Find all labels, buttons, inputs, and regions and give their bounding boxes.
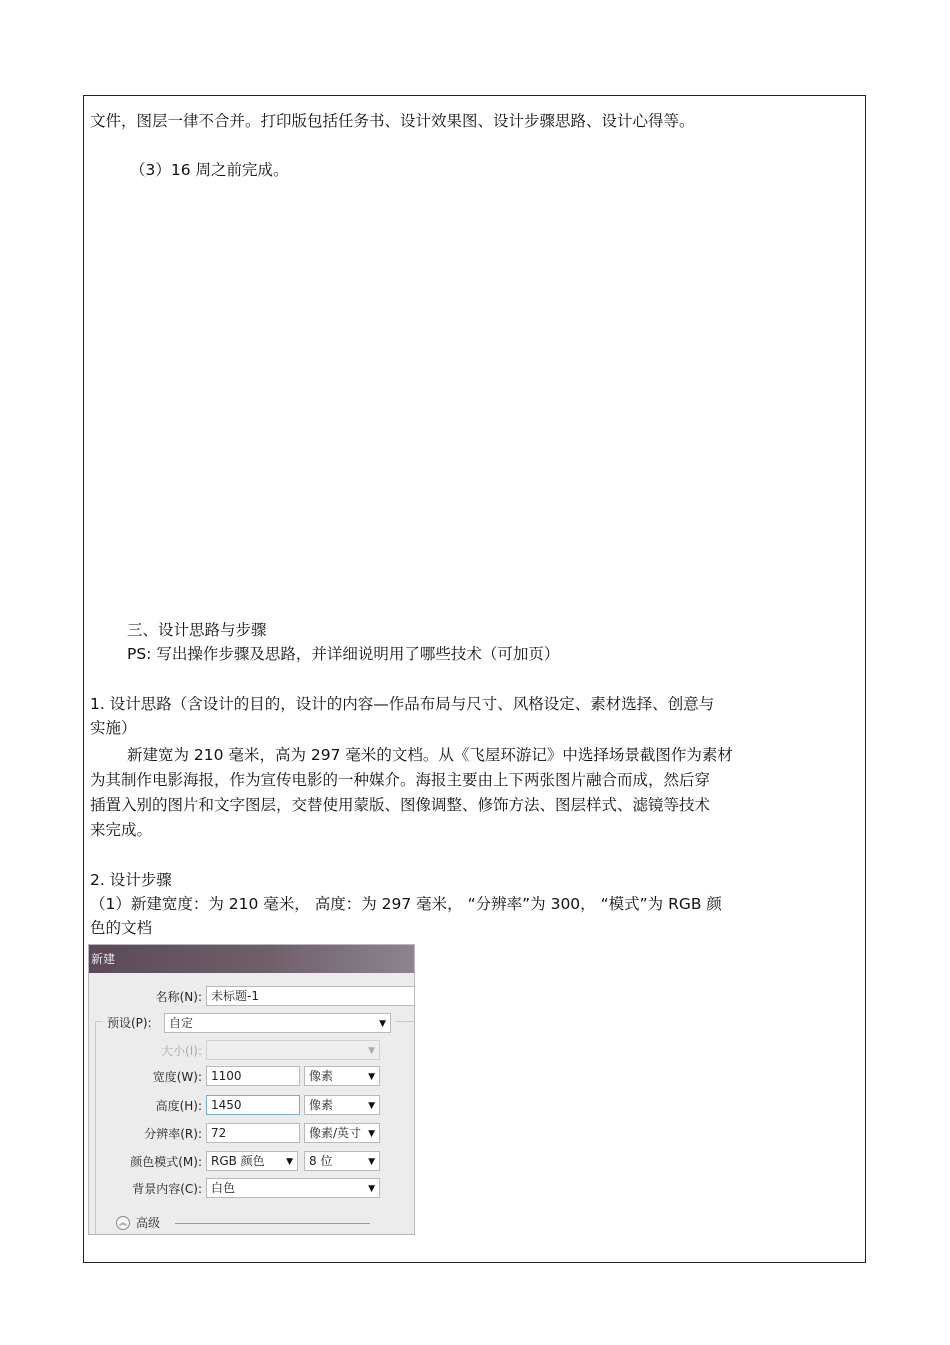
group-border	[396, 1021, 415, 1022]
new-document-dialog-screenshot	[88, 944, 415, 1235]
bit-depth-select[interactable]	[304, 1151, 380, 1171]
chevron-down-icon: ▼	[368, 1184, 375, 1194]
width-unit-value: 像素	[309, 1069, 334, 1083]
size-label: 大小(I):	[161, 1044, 202, 1058]
idea-title: 1. 设计思路（含设计的目的，设计的内容—作品布局与尺寸、风格设定、素材选择、创意与	[90, 695, 715, 713]
chevron-down-icon: ▼	[368, 1101, 375, 1111]
size-select	[206, 1040, 380, 1060]
step-1-cont: 色的文档	[90, 919, 153, 937]
color-mode-value: RGB 颜色	[211, 1154, 265, 1168]
color-mode-select[interactable]	[206, 1151, 298, 1171]
resolution-unit-value: 像素/英寸	[309, 1126, 362, 1140]
width-field[interactable]: 1100	[206, 1066, 300, 1086]
idea-body: 插置入别的图片和文字图层，交替使用蒙版、图像调整、修饰方法、图层样式、滤镜等技术	[90, 796, 711, 814]
resolution-field[interactable]: 72	[206, 1123, 300, 1143]
name-field[interactable]: 未标题-1	[206, 986, 415, 1006]
section-heading: 三、设计思路与步骤	[127, 621, 267, 639]
width-unit-select[interactable]	[304, 1066, 380, 1086]
background-label: 背景内容(C):	[132, 1182, 202, 1196]
expand-advanced-icon[interactable]: ︽	[116, 1216, 130, 1230]
width-label: 宽度(W):	[152, 1070, 202, 1084]
bit-depth-value: 8 位	[309, 1154, 333, 1168]
deadline-line: （3）16 周之前完成。	[130, 161, 289, 179]
step-1: （1）新建宽度：为 210 毫米， 高度：为 297 毫米， “分辨率”为 300， “模式”为 RGB 颜	[90, 895, 722, 913]
idea-title-cont: 实施）	[90, 719, 137, 737]
preset-label: 预设(P):	[107, 1016, 152, 1030]
background-value: 白色	[211, 1181, 236, 1195]
chevron-down-icon: ▼	[379, 1019, 386, 1029]
resolution-label: 分辨率(R):	[144, 1127, 202, 1141]
idea-body: 为其制作电影海报，作为宣传电影的一种媒介。海报主要由上下两张图片融合而成，然后穿	[90, 771, 711, 789]
preset-select[interactable]	[164, 1013, 391, 1033]
name-label: 名称(N):	[155, 990, 202, 1004]
color-mode-label: 颜色模式(M):	[130, 1155, 202, 1169]
group-border	[95, 1021, 103, 1022]
group-border	[95, 1021, 96, 1235]
dialog-title: 新建	[89, 945, 414, 973]
ps-note: PS: 写出操作步骤及思路，并详细说明用了哪些技术（可加页）	[127, 645, 560, 663]
chevron-down-icon: ▼	[368, 1157, 375, 1167]
text-line: 文件，图层一律不合并。打印版包括任务书、设计效果图、设计步骤思路、设计心得等。	[90, 112, 695, 130]
idea-body: 来完成。	[90, 821, 153, 839]
resolution-unit-select[interactable]	[304, 1123, 380, 1143]
chevron-down-icon: ▼	[368, 1046, 375, 1056]
height-unit-value: 像素	[309, 1098, 334, 1112]
height-label: 高度(H):	[155, 1099, 202, 1113]
background-select[interactable]	[206, 1178, 380, 1198]
chevron-down-icon: ▼	[368, 1129, 375, 1139]
steps-title: 2. 设计步骤	[90, 871, 172, 889]
advanced-label[interactable]: 高级	[136, 1216, 161, 1230]
height-unit-select[interactable]	[304, 1095, 380, 1115]
chevron-down-icon: ▼	[286, 1157, 293, 1167]
advanced-divider	[175, 1223, 370, 1224]
chevron-down-icon: ▼	[368, 1072, 375, 1082]
idea-body: 新建宽为 210 毫米，高为 297 毫米的文档。从《飞屋环游记》中选择场景截图作为素材	[127, 746, 733, 764]
preset-value: 自定	[169, 1016, 194, 1030]
height-field[interactable]: 1450	[206, 1095, 300, 1115]
